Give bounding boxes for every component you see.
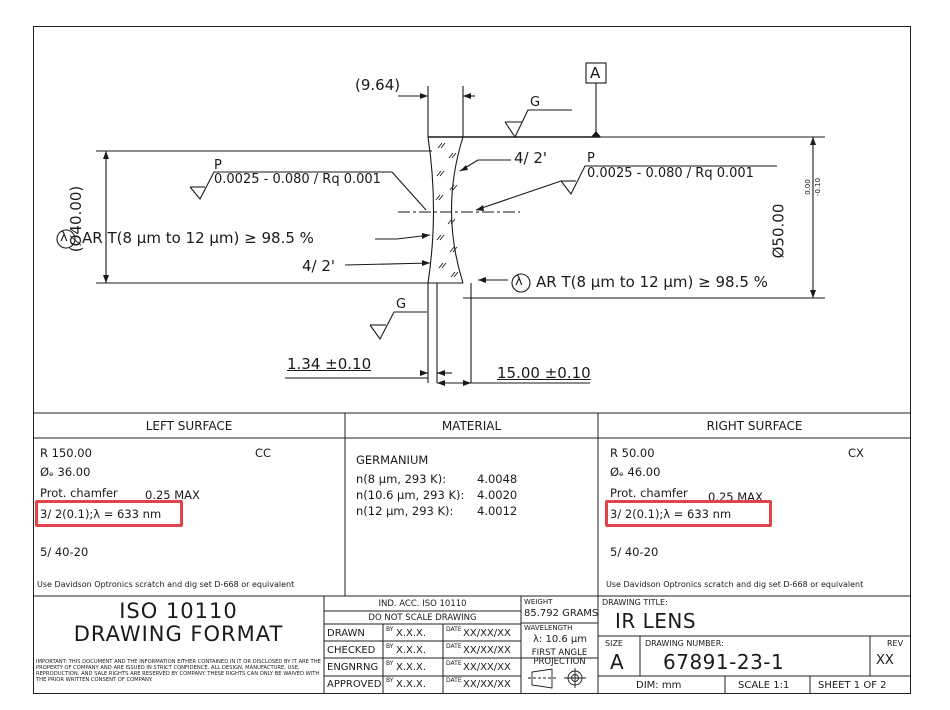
right-scratch-dig-note: Use Davidson Optronics scratch and dig set D-668 or equivalent [606, 580, 864, 589]
left-clear-aperture: Øₑ 36.00 [40, 465, 91, 479]
right-finish-spec: 0.0025 - 0.080 / Rq 0.001 [587, 166, 754, 181]
projection-line2: PROJECTION [533, 657, 586, 667]
material-index-value-3: 4.0012 [477, 504, 518, 518]
right-radius-type: CX [848, 446, 864, 460]
left-finish-spec: 0.0025 - 0.080 / Rq 0.001 [214, 172, 381, 187]
drawing-number-label: DRAWING NUMBER: [645, 639, 724, 648]
confidentiality-notice: IMPORTANT: THIS DOCUMENT AND THE INFORMATION EITHER CONTAINED IN IT OR DISCLOSED BY IT ARE THE PROPERTY OF COMPANY AND ARE ISSUED IN STRICT CONFIDENCE. ALL DESIGN, MANUFACTURE, USE, REPRODUCTION, AND SALE RIGHTS ARE RESERVED BY COMPANY. THESE RIGHTS CAN ONLY BE WAIVED WITH THE PRIOR WRITTEN CONSENT OF COMPANY. [36, 659, 321, 683]
rev-value: XX [876, 653, 894, 668]
material-name: GERMANIUM [356, 453, 429, 467]
by-label: BY [386, 660, 394, 667]
dimension-units: DIM: mm [636, 680, 682, 691]
finish-symbol-g-bottom: G [396, 297, 407, 312]
left-form-highlight [35, 500, 183, 527]
wavelength-label: WAVELENGTH [524, 624, 573, 632]
ref-thickness-dimension: (9.64) [355, 76, 401, 94]
datum-a-label: A [590, 64, 601, 82]
material-index-label-1: n(8 µm, 293 K): [356, 472, 447, 486]
ind-acc-label: IND. ACC. ISO 10110 [378, 599, 467, 609]
coating-symbol-right: λ [515, 274, 523, 289]
rev-label: REV [887, 639, 904, 648]
by-label: BY [386, 677, 394, 684]
left-surface-profile [428, 137, 434, 283]
right-diameter-dimension: Ø50.00 [769, 203, 788, 259]
drawing-title: IR LENS [615, 609, 697, 633]
left-tolerance-note: 4/ 2' [302, 257, 336, 275]
right-finish-param: P [587, 151, 595, 166]
left-scratch-dig: 5/ 40-20 [40, 545, 89, 559]
center-thickness-dimension: 15.00 ±0.10 [497, 364, 591, 382]
by-label: BY [386, 626, 394, 633]
coating-spec-left: AR T(8 µm to 12 µm) ≥ 98.5 % [82, 229, 314, 247]
left-chamfer-value: 0.25 MAX [145, 488, 200, 502]
first-angle-projection-icon [528, 668, 586, 688]
left-chamfer-label: Prot. chamfer [40, 486, 118, 500]
right-diameter-tol-upper: 0.00 [803, 179, 812, 195]
engineering-date: XX/XX/XX [463, 662, 511, 673]
approved-by: X.X.X. [396, 679, 427, 690]
right-radius: R 50.00 [610, 446, 655, 460]
left-radius-type: CC [255, 446, 272, 460]
standard-title: ISO 10110 [119, 599, 238, 623]
right-clear-aperture: Øₑ 46.00 [610, 465, 661, 479]
wavelength-value: λ: 10.6 µm [533, 634, 588, 645]
approved-date: XX/XX/XX [463, 679, 511, 690]
drawn-date: XX/XX/XX [463, 628, 511, 639]
left-surface-header: LEFT SURFACE [145, 419, 233, 433]
date-label: DATE [446, 677, 462, 684]
right-chamfer-label: Prot. chamfer [610, 486, 688, 500]
right-scratch-dig: 5/ 40-20 [610, 545, 659, 559]
right-tolerance-note: 4/ 2' [514, 149, 548, 167]
left-form-tolerance: 3/ 2(0.1);λ = 633 nm [40, 507, 162, 521]
sheet-number: SHEET 1 OF 2 [818, 680, 887, 691]
role-drawn: DRAWN [327, 628, 365, 639]
left-diameter-dimension: (Ø40.00) [67, 185, 86, 253]
right-chamfer-value: 0.25 MAX [708, 490, 763, 504]
do-not-scale-label: DO NOT SCALE DRAWING [368, 613, 477, 623]
weight-value: 85.792 GRAMS [524, 608, 599, 619]
engineering-by: X.X.X. [396, 662, 427, 673]
material-header: MATERIAL [441, 419, 502, 433]
material-index-value-2: 4.0020 [477, 488, 518, 502]
coating-symbol-left: λ [60, 230, 68, 245]
right-diameter-tol-lower: -0.10 [814, 177, 823, 197]
right-form-tolerance: 3/ 2(0.1);λ = 633 nm [610, 507, 732, 521]
finish-symbol-g-top: G [530, 95, 541, 110]
date-label: DATE [446, 660, 462, 667]
left-radius: R 150.00 [40, 446, 92, 460]
material-index-label-3: n(12 µm, 293 K): [356, 504, 454, 518]
date-label: DATE [446, 626, 462, 633]
coating-spec-right: AR T(8 µm to 12 µm) ≥ 98.5 % [536, 273, 768, 291]
left-scratch-dig-note: Use Davidson Optronics scratch and dig set D-668 or equivalent [37, 580, 295, 589]
date-label: DATE [446, 643, 462, 650]
drawing-title-label: DRAWING TITLE: [602, 598, 668, 607]
by-label: BY [386, 643, 394, 650]
right-surface-profile [452, 137, 464, 283]
drawing-number: 67891-23-1 [663, 650, 785, 674]
role-approved: APPROVED [327, 679, 382, 690]
right-form-highlight [605, 500, 772, 527]
edge-thickness-dimension: 1.34 ±0.10 [287, 355, 372, 373]
checked-date: XX/XX/XX [463, 645, 511, 656]
checked-by: X.X.X. [396, 645, 427, 656]
standard-subtitle: DRAWING FORMAT [73, 622, 284, 646]
scale: SCALE 1:1 [738, 680, 790, 691]
right-surface-header: RIGHT SURFACE [706, 419, 803, 433]
material-index-label-2: n(10.6 µm, 293 K): [356, 488, 465, 502]
size-label: SIZE [605, 639, 623, 648]
projection-line1: FIRST ANGLE [531, 648, 588, 658]
weight-label: WEIGHT [524, 598, 553, 606]
role-engineering: ENGNRNG [327, 662, 379, 673]
role-checked: CHECKED [327, 645, 376, 656]
material-index-value-1: 4.0048 [477, 472, 518, 486]
drawn-by: X.X.X. [396, 628, 427, 639]
left-finish-param: P [214, 158, 222, 173]
size-value: A [610, 650, 625, 674]
